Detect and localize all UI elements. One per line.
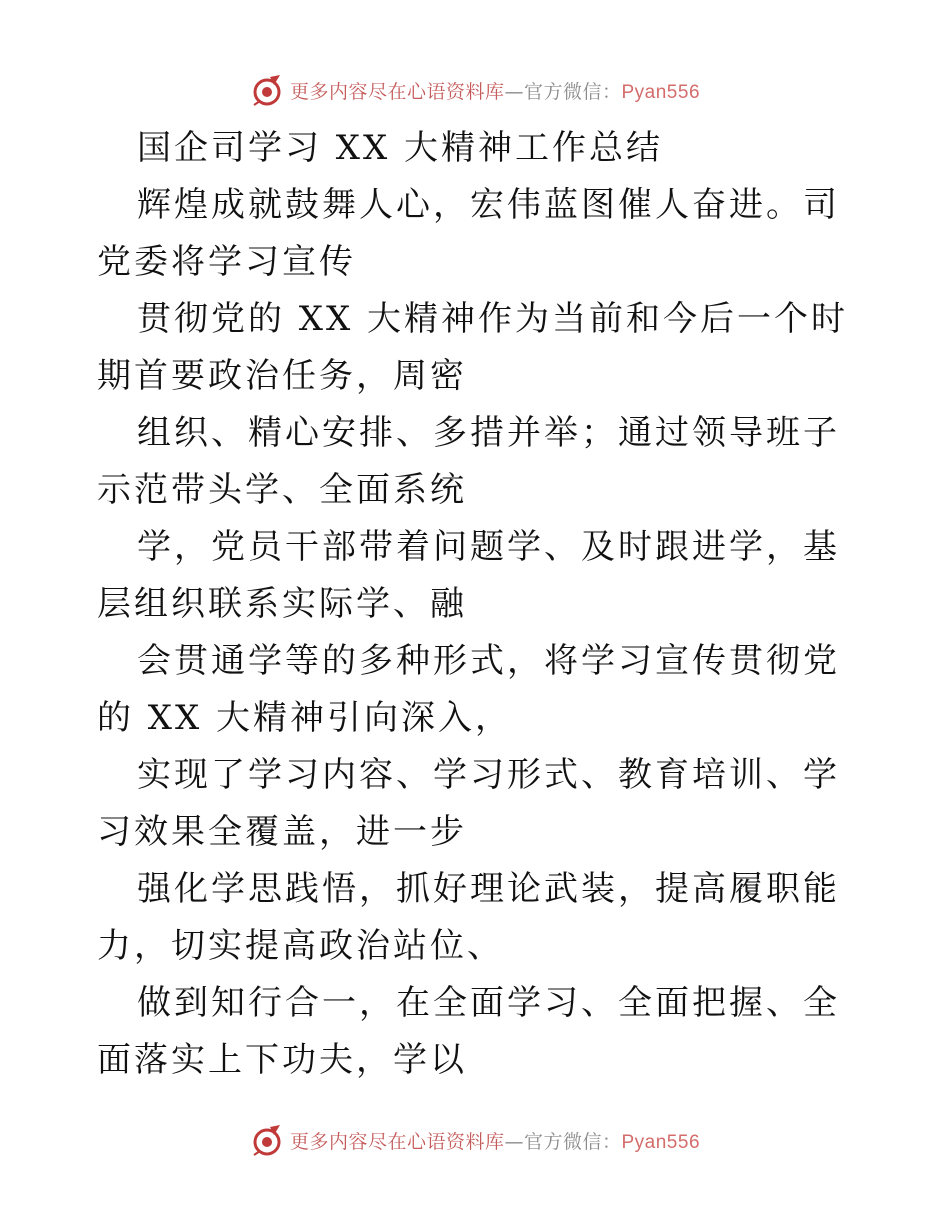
- document-body: [97, 120, 857, 1089]
- watermark-wechat-id: Pyan556: [621, 1131, 701, 1153]
- paragraph: 组织、精心安排、多措并举；通过领导班子示范带头学、全面系统: [97, 413, 840, 510]
- paragraph: 强化学思践悟，抓好理论武装，提高履职能力，切实提高政治站位、: [97, 869, 840, 966]
- watermark-main-text: 更多内容尽在心语资料库: [289, 80, 505, 103]
- watermark-text: [290, 1127, 700, 1154]
- paragraph: 贯彻党的 XX 大精神作为当前和今后一个时期首要政治任务，周密: [97, 299, 849, 396]
- document-title: 国企司学习 XX 大精神工作总结: [137, 128, 664, 168]
- watermark-dash: —: [504, 80, 524, 103]
- watermark-text: [290, 77, 700, 104]
- paragraph: 学，党员干部带着问题学、及时跟进学，基层组织联系实际学、融: [97, 527, 840, 624]
- watermark-dash: —: [504, 1130, 524, 1153]
- watermark-wechat-id: Pyan556: [621, 81, 701, 103]
- watermark-main-text: 更多内容尽在心语资料库: [289, 1130, 505, 1153]
- watermark-wechat-label: 官方微信：: [523, 1130, 622, 1153]
- watermark-wechat-label: 官方微信：: [523, 80, 622, 103]
- top-watermark-banner: [0, 70, 950, 110]
- bottom-watermark-banner: [0, 1120, 950, 1160]
- paragraph: 会贯通学等的多种形式，将学习宣传贯彻党的 XX 大精神引向深入，: [97, 641, 840, 738]
- paragraph: 辉煌成就鼓舞人心，宏伟蓝图催人奋进。司党委将学习宣传: [97, 185, 840, 282]
- quill-logo-icon: [250, 1123, 284, 1157]
- quill-logo-icon: [250, 73, 284, 107]
- paragraph: 实现了学习内容、学习形式、教育培训、学习效果全覆盖，进一步: [97, 755, 840, 852]
- paragraph: 做到知行合一，在全面学习、全面把握、全面落实上下功夫，学以: [97, 983, 840, 1080]
